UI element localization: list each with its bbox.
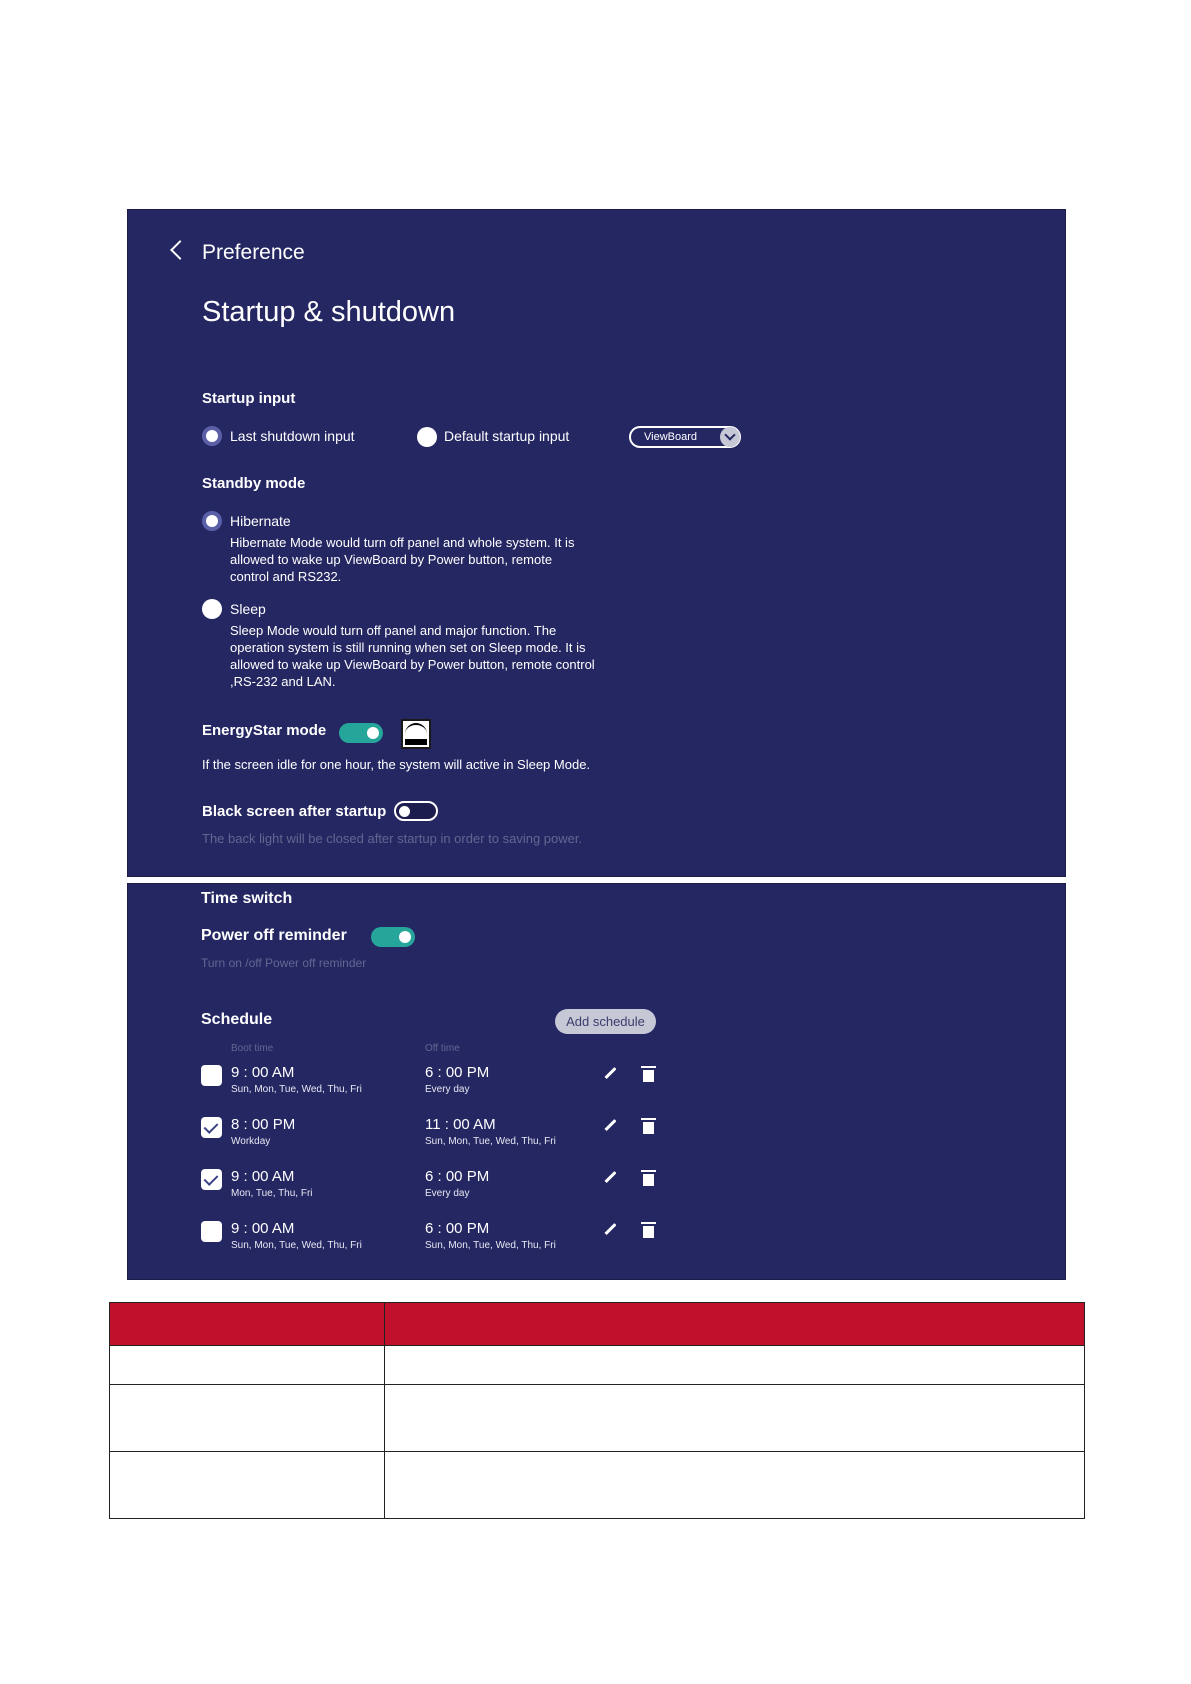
table-header-cell	[110, 1303, 385, 1346]
chevron-down-icon	[720, 427, 740, 447]
boot-time: 9 : 00 AM	[231, 1220, 295, 1237]
edit-pencil-icon[interactable]	[604, 1119, 616, 1131]
off-days: Every day	[425, 1188, 470, 1199]
sleep-description: Sleep Mode would turn off panel and major function. The operation system is still running when set on Sleep mode. It is allowed to wake up ViewBoard by Power button, remote control ,RS-232 and LAN.	[230, 623, 595, 689]
default-startup-input-select[interactable]	[629, 426, 741, 448]
add-schedule-label: Add schedule	[566, 1014, 645, 1029]
edit-pencil-icon[interactable]	[604, 1171, 616, 1183]
schedule-checkbox[interactable]	[201, 1221, 222, 1242]
black-screen-toggle[interactable]	[394, 801, 438, 821]
energystar-label: EnergyStar mode	[202, 722, 327, 739]
boot-days: Mon, Tue, Thu, Fri	[231, 1188, 313, 1199]
time-switch-panel	[127, 883, 1066, 1280]
table-header-cell	[385, 1303, 1085, 1346]
radio-hibernate[interactable]	[202, 511, 222, 531]
boot-time: 9 : 00 AM	[231, 1064, 295, 1081]
standby-mode-heading: Standby mode	[202, 475, 306, 492]
edit-pencil-icon[interactable]	[604, 1223, 616, 1235]
power-off-reminder-toggle[interactable]	[371, 927, 415, 947]
delete-trash-icon[interactable]	[643, 1122, 654, 1134]
off-time: 6 : 00 PM	[425, 1220, 490, 1237]
toggle-knob	[399, 931, 411, 943]
toggle-knob	[367, 727, 379, 739]
power-off-reminder-description: Turn on /off Power off reminder	[201, 956, 367, 970]
time-switch-heading: Time switch	[201, 890, 293, 907]
checkmark-icon	[204, 1119, 219, 1134]
radio-last-shutdown-input[interactable]	[202, 426, 222, 446]
energystar-description: If the screen idle for one hour, the system will active in Sleep Mode.	[202, 757, 591, 772]
table-cell	[385, 1452, 1085, 1519]
off-time: 11 : 00 AM	[425, 1116, 496, 1133]
add-schedule-button[interactable]	[555, 1009, 656, 1034]
radio-sleep[interactable]	[202, 599, 222, 619]
settings-table	[109, 1302, 1085, 1519]
energystar-toggle[interactable]	[339, 723, 383, 743]
table-cell	[110, 1385, 385, 1452]
startup-input-heading: Startup input	[202, 390, 296, 407]
boot-time: 9 : 00 AM	[231, 1168, 295, 1185]
checkmark-icon	[204, 1171, 219, 1186]
table-cell	[110, 1452, 385, 1519]
energystar-logo-icon	[401, 719, 431, 749]
column-off-time: Off time	[425, 1043, 460, 1054]
schedule-checkbox[interactable]	[201, 1065, 222, 1086]
schedule-heading: Schedule	[201, 1011, 273, 1028]
boot-days: Sun, Mon, Tue, Wed, Thu, Fri	[231, 1240, 362, 1251]
boot-days: Workday	[231, 1136, 271, 1147]
table-cell	[385, 1346, 1085, 1385]
black-screen-description: The back light will be closed after startup in order to saving power.	[202, 831, 583, 846]
schedule-checkbox[interactable]	[201, 1169, 222, 1190]
radio-label-sleep: Sleep	[230, 601, 266, 617]
select-value: ViewBoard	[644, 431, 697, 443]
radio-label-default-startup-input: Default startup input	[444, 428, 570, 444]
column-boot-time: Boot time	[231, 1043, 274, 1054]
edit-pencil-icon[interactable]	[604, 1067, 616, 1079]
power-off-reminder-label: Power off reminder	[201, 927, 347, 944]
off-time: 6 : 00 PM	[425, 1064, 490, 1081]
delete-trash-icon[interactable]	[643, 1174, 654, 1186]
radio-default-startup-input[interactable]	[417, 427, 437, 447]
off-time: 6 : 00 PM	[425, 1168, 490, 1185]
toggle-knob	[399, 806, 410, 817]
back-arrow-icon[interactable]	[170, 240, 190, 260]
schedule-checkbox[interactable]	[201, 1117, 222, 1138]
breadcrumb-preference[interactable]: Preference	[202, 241, 305, 264]
black-screen-label: Black screen after startup	[202, 803, 387, 820]
boot-time: 8 : 00 PM	[231, 1116, 296, 1133]
radio-label-last-shutdown-input: Last shutdown input	[230, 428, 355, 444]
table-cell	[110, 1346, 385, 1385]
off-days: Sun, Mon, Tue, Wed, Thu, Fri	[425, 1136, 556, 1147]
hibernate-description: Hibernate Mode would turn off panel and whole system. It is allowed to wake up ViewBoard by Power button, remote control and RS232.	[230, 535, 575, 584]
radio-label-hibernate: Hibernate	[230, 513, 291, 529]
boot-days: Sun, Mon, Tue, Wed, Thu, Fri	[231, 1084, 362, 1095]
table-cell	[385, 1385, 1085, 1452]
page-title: Startup & shutdown	[202, 296, 456, 328]
off-days: Sun, Mon, Tue, Wed, Thu, Fri	[425, 1240, 556, 1251]
delete-trash-icon[interactable]	[643, 1070, 654, 1082]
delete-trash-icon[interactable]	[643, 1226, 654, 1238]
off-days: Every day	[425, 1084, 470, 1095]
startup-shutdown-panel	[127, 209, 1066, 877]
